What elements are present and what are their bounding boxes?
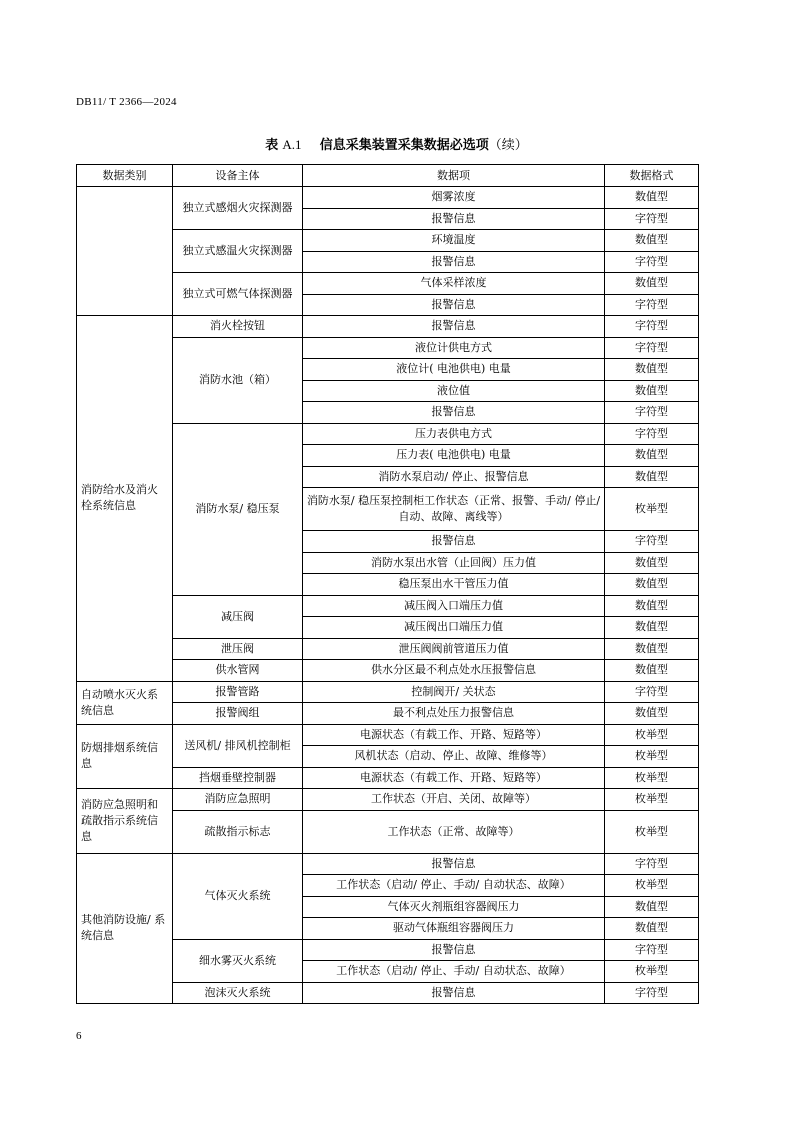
format-cell: 枚举型: [605, 810, 699, 853]
device-cell: 独立式感烟火灾探测器: [173, 187, 303, 230]
column-header: 设备主体: [173, 165, 303, 187]
format-cell: 数值型: [605, 574, 699, 596]
item-cell: 最不利点处压力报警信息: [303, 703, 605, 725]
item-cell: 工作状态（启动/ 停止、手动/ 自动状态、故障）: [303, 961, 605, 983]
item-cell: 报警信息: [303, 853, 605, 875]
device-cell: 泄压阀: [173, 638, 303, 660]
format-cell: 枚举型: [605, 746, 699, 768]
item-cell: 气体采样浓度: [303, 273, 605, 295]
item-cell: 报警信息: [303, 208, 605, 230]
item-cell: 工作状态（启动/ 停止、手动/ 自动状态、故障）: [303, 875, 605, 897]
item-cell: 报警信息: [303, 402, 605, 424]
device-cell: 消防水池（箱）: [173, 337, 303, 423]
format-cell: 数值型: [605, 359, 699, 381]
table-title-number: A.1: [282, 137, 302, 152]
item-cell: 液位计( 电池供电) 电量: [303, 359, 605, 381]
item-cell: 控制阀开/ 关状态: [303, 681, 605, 703]
item-cell: 压力表供电方式: [303, 423, 605, 445]
format-cell: 枚举型: [605, 488, 699, 531]
format-cell: 字符型: [605, 251, 699, 273]
item-cell: 工作状态（正常、故障等）: [303, 810, 605, 853]
item-cell: 压力表( 电池供电) 电量: [303, 445, 605, 467]
category-cell: 消防给水及消火栓系统信息: [77, 316, 173, 682]
category-cell: 消防应急照明和疏散指示系统信息: [77, 789, 173, 854]
format-cell: 字符型: [605, 294, 699, 316]
format-cell: 数值型: [605, 466, 699, 488]
format-cell: 枚举型: [605, 767, 699, 789]
item-cell: 液位计供电方式: [303, 337, 605, 359]
item-cell: 报警信息: [303, 982, 605, 1004]
format-cell: 数值型: [605, 380, 699, 402]
format-cell: 字符型: [605, 939, 699, 961]
item-cell: 泄压阀阀前管道压力值: [303, 638, 605, 660]
item-cell: 报警信息: [303, 531, 605, 553]
device-cell: 报警管路: [173, 681, 303, 703]
device-cell: 供水管网: [173, 660, 303, 682]
device-cell: 泡沫灭火系统: [173, 982, 303, 1004]
device-cell: 气体灭火系统: [173, 853, 303, 939]
table-row: [77, 853, 699, 875]
format-cell: 字符型: [605, 316, 699, 338]
format-cell: 数值型: [605, 638, 699, 660]
device-cell: 消防水泵/ 稳压泵: [173, 423, 303, 595]
document-code: DB11/ T 2366—2024: [76, 96, 177, 108]
item-cell: 气体灭火剂瓶组容器阀压力: [303, 896, 605, 918]
item-cell: 驱动气体瓶组容器阀压力: [303, 918, 605, 940]
item-cell: 风机状态（启动、停止、故障、维修等）: [303, 746, 605, 768]
table-title: [0, 134, 793, 153]
category-cell: [77, 187, 173, 316]
table-row: [77, 681, 699, 703]
item-cell: 报警信息: [303, 294, 605, 316]
format-cell: 字符型: [605, 681, 699, 703]
device-cell: 独立式可燃气体探测器: [173, 273, 303, 316]
format-cell: 数值型: [605, 660, 699, 682]
table-title-text: 信息采集装置采集数据必选项: [319, 138, 489, 153]
device-cell: 减压阀: [173, 595, 303, 638]
device-cell: 细水雾灭火系统: [173, 939, 303, 982]
format-cell: 枚举型: [605, 961, 699, 983]
device-cell: 疏散指示标志: [173, 810, 303, 853]
table-row: [77, 316, 699, 338]
item-cell: 消防水泵/ 稳压泵控制柜工作状态（正常、报警、手动/ 停止/ 自动、故障、离线等）: [303, 488, 605, 531]
item-cell: 稳压泵出水干管压力值: [303, 574, 605, 596]
format-cell: 数值型: [605, 445, 699, 467]
item-cell: 报警信息: [303, 316, 605, 338]
device-cell: 消防应急照明: [173, 789, 303, 811]
category-cell: 自动喷水灭火系统信息: [77, 681, 173, 724]
device-cell: 独立式感温火灾探测器: [173, 230, 303, 273]
item-cell: 电源状态（有载工作、开路、短路等）: [303, 767, 605, 789]
category-cell: 其他消防设施/ 系统信息: [77, 853, 173, 1004]
table-title-continued: （续）: [488, 138, 528, 153]
device-cell: 消火栓按钮: [173, 316, 303, 338]
format-cell: 数值型: [605, 273, 699, 295]
table-row: [77, 187, 699, 209]
item-cell: 环境温度: [303, 230, 605, 252]
item-cell: 电源状态（有载工作、开路、短路等）: [303, 724, 605, 746]
table-row: [77, 789, 699, 811]
data-table: [76, 164, 699, 1004]
format-cell: 数值型: [605, 187, 699, 209]
table-header-row: [77, 165, 699, 187]
category-cell: 防烟排烟系统信息: [77, 724, 173, 789]
format-cell: 字符型: [605, 853, 699, 875]
item-cell: 减压阀出口端压力值: [303, 617, 605, 639]
column-header: 数据格式: [605, 165, 699, 187]
format-cell: 数值型: [605, 230, 699, 252]
format-cell: 字符型: [605, 423, 699, 445]
device-cell: 报警阀组: [173, 703, 303, 725]
item-cell: 消防水泵出水管（止回阀）压力值: [303, 552, 605, 574]
item-cell: 消防水泵启动/ 停止、报警信息: [303, 466, 605, 488]
table-row: [77, 724, 699, 746]
format-cell: 数值型: [605, 896, 699, 918]
item-cell: 供水分区最不利点处水压报警信息: [303, 660, 605, 682]
format-cell: 字符型: [605, 982, 699, 1004]
item-cell: 工作状态（开启、关闭、故障等）: [303, 789, 605, 811]
device-cell: 送风机/ 排风机控制柜: [173, 724, 303, 767]
table-title-label: 表: [265, 138, 279, 153]
format-cell: 字符型: [605, 531, 699, 553]
page-number: 6: [76, 1030, 82, 1042]
format-cell: 数值型: [605, 617, 699, 639]
format-cell: 数值型: [605, 703, 699, 725]
format-cell: 数值型: [605, 552, 699, 574]
column-header: 数据类别: [77, 165, 173, 187]
item-cell: 报警信息: [303, 939, 605, 961]
item-cell: 减压阀入口端压力值: [303, 595, 605, 617]
device-cell: 挡烟垂壁控制器: [173, 767, 303, 789]
format-cell: 字符型: [605, 337, 699, 359]
format-cell: 字符型: [605, 208, 699, 230]
format-cell: 数值型: [605, 918, 699, 940]
item-cell: 液位值: [303, 380, 605, 402]
format-cell: 枚举型: [605, 724, 699, 746]
format-cell: 枚举型: [605, 875, 699, 897]
format-cell: 字符型: [605, 402, 699, 424]
format-cell: 数值型: [605, 595, 699, 617]
item-cell: 烟雾浓度: [303, 187, 605, 209]
column-header: 数据项: [303, 165, 605, 187]
item-cell: 报警信息: [303, 251, 605, 273]
format-cell: 枚举型: [605, 789, 699, 811]
